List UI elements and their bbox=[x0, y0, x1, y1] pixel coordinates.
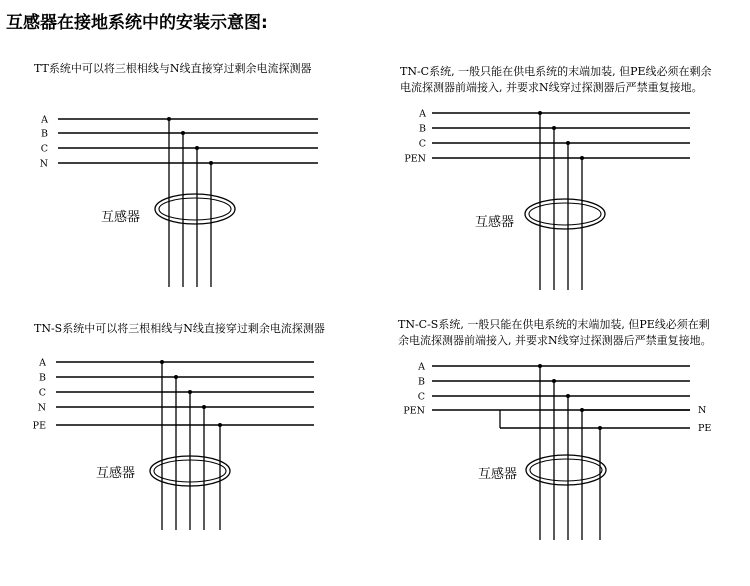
junction-dot bbox=[167, 117, 171, 121]
line-label: C bbox=[417, 391, 425, 403]
caption-line: TT系统中可以将三根相线与N线直接穿过剩余电流探测器 bbox=[34, 62, 312, 75]
caption-line: TN-C系统, 一般只能在供电系统的末端加装, 但PE线必须在剩余 bbox=[400, 65, 712, 78]
line-label: N bbox=[698, 405, 707, 416]
junction-dot bbox=[538, 111, 542, 115]
junction-dot bbox=[181, 131, 185, 135]
line-label: N bbox=[37, 402, 46, 414]
transformer-coil-inner bbox=[530, 459, 602, 481]
line-label: A bbox=[419, 108, 426, 120]
junction-dot bbox=[202, 405, 206, 409]
line-label: C bbox=[418, 138, 426, 150]
line-label: B bbox=[39, 372, 46, 384]
junction-dot bbox=[218, 423, 222, 427]
caption-line: TN-C-S系统, 一般只能在供电系统的末端加装, 但PE线必须在剩 bbox=[398, 318, 710, 331]
line-label: PEN bbox=[404, 153, 426, 165]
line-label: B bbox=[41, 128, 48, 140]
junction-dot bbox=[566, 394, 570, 398]
line-label: PEN bbox=[403, 405, 425, 417]
junction-dot bbox=[195, 146, 199, 150]
junction-dot bbox=[552, 379, 556, 383]
junction-dot bbox=[188, 390, 192, 394]
line-label: A bbox=[418, 361, 425, 373]
junction-dot bbox=[174, 375, 178, 379]
line-label: PE bbox=[32, 420, 46, 432]
caption-line: 余电流探测器前端接入, 并要求N线穿过探测器后严禁重复接地。 bbox=[398, 334, 712, 347]
line-label: B bbox=[418, 376, 425, 388]
junction-dot bbox=[598, 426, 602, 430]
junction-dot bbox=[580, 156, 584, 160]
junction-dot bbox=[566, 141, 570, 145]
transformer-coil-inner bbox=[159, 198, 231, 220]
line-label: N bbox=[39, 158, 48, 170]
line-label: PE bbox=[698, 423, 712, 434]
line-label: A bbox=[41, 114, 48, 126]
transformer-label: 互感器 bbox=[478, 467, 518, 482]
caption-line: 电流探测器前端接入, 并要求N线穿过探测器后严禁重复接地。 bbox=[400, 81, 703, 94]
line-label: B bbox=[419, 123, 426, 135]
transformer-label: 互感器 bbox=[96, 466, 136, 481]
junction-dot bbox=[209, 161, 213, 165]
transformer-label: 互感器 bbox=[101, 210, 141, 225]
junction-dot bbox=[160, 360, 164, 364]
junction-dot bbox=[552, 126, 556, 130]
line-label: C bbox=[38, 387, 46, 399]
line-label: A bbox=[39, 357, 46, 369]
line-label: C bbox=[40, 143, 48, 155]
caption-line: TN-S系统中可以将三根相线与N线直接穿过剩余电流探测器 bbox=[34, 322, 325, 335]
transformer-label: 互感器 bbox=[475, 215, 515, 230]
page-title: 互感器在接地系统中的安装示意图: bbox=[6, 13, 268, 33]
junction-dot bbox=[538, 364, 542, 368]
